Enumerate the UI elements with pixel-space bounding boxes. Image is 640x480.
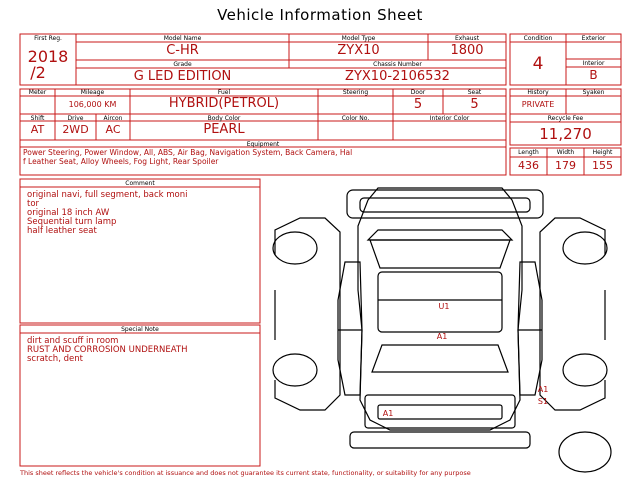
- drive-label: Drive: [67, 115, 84, 122]
- shift-label: Shift: [30, 115, 45, 122]
- history: PRIVATE: [521, 100, 555, 109]
- body-color-label: Body Color: [207, 115, 241, 122]
- body-color: PEARL: [203, 122, 245, 137]
- damage-mark: S1: [537, 397, 549, 406]
- chassis-label: Chassis Number: [373, 61, 422, 68]
- meter-label: Meter: [28, 89, 47, 96]
- seat-label: Seat: [467, 89, 482, 96]
- fuel: HYBRID(PETROL): [168, 96, 280, 111]
- equipment-label: Equipment: [246, 141, 280, 148]
- exhaust-label: Exhaust: [454, 35, 480, 42]
- recycle-fee: 11,270: [539, 125, 592, 143]
- special-note-label: Special Note: [121, 326, 159, 333]
- first-reg-year: 2018: [27, 47, 69, 66]
- damage-mark: A1: [382, 409, 394, 418]
- condition-grade: 4: [532, 54, 544, 74]
- damage-mark: A1: [436, 332, 448, 341]
- shift: AT: [30, 123, 45, 136]
- car-diagram: [273, 188, 611, 472]
- color-no-label: Color No.: [341, 115, 370, 122]
- syaken-label: Syaken: [582, 89, 605, 96]
- first-reg-label: First Reg.: [34, 35, 62, 42]
- exhaust: 1800: [450, 43, 484, 58]
- first-reg-month: /2: [30, 63, 46, 82]
- grade: G LED EDITION: [133, 69, 232, 84]
- exterior-label: Exterior: [581, 35, 606, 42]
- equipment-list: Power Steering, Power Window, All, ABS, Air Bag, Navigation System, Back Camera, Hal f Leather Seat, Alloy Wheels, Fog Light, Rear Spoiler: [23, 148, 353, 166]
- length-label: Length: [518, 149, 539, 156]
- disclaimer-footer: This sheet reflects the vehicle's condition at issuance and does not guarantee its current state, functionality, or suitability for any purpose: [20, 469, 471, 477]
- width-label: Width: [556, 149, 575, 156]
- history-label: History: [527, 89, 549, 96]
- chassis-number: ZYX10-2106532: [345, 69, 450, 84]
- steering-label: Steering: [342, 89, 369, 96]
- length: 436: [518, 159, 539, 172]
- model-name: C-HR: [166, 43, 199, 58]
- width: 179: [555, 159, 576, 172]
- height-label: Height: [592, 149, 613, 156]
- comment-label: Comment: [125, 180, 155, 187]
- special-note-text: dirt and scuff in room RUST AND CORROSION UNDERNEATH scratch, dent: [27, 336, 188, 364]
- model-type: ZYX10: [337, 43, 380, 58]
- interior-grade: B: [589, 68, 598, 82]
- interior-label: Interior: [582, 60, 605, 67]
- aircon-label: Aircon: [103, 115, 123, 122]
- mileage-label: Mileage: [80, 89, 105, 96]
- recycle-fee-label: Recycle Fee: [547, 115, 584, 122]
- condition-label: Condition: [523, 35, 553, 42]
- aircon: AC: [105, 123, 121, 136]
- comment-text: original navi, full segment, back moni tor original 18 inch AW Sequential turn lamp half leather seat: [27, 190, 188, 236]
- seat-count: 5: [470, 97, 479, 112]
- door-count: 5: [413, 97, 423, 112]
- height: 155: [592, 159, 613, 172]
- damage-mark: A1: [537, 385, 549, 394]
- grade-label: Grade: [173, 61, 192, 68]
- model-type-label: Model Type: [341, 35, 376, 42]
- drive: 2WD: [62, 123, 89, 136]
- mileage: 106,000 KM: [68, 100, 117, 109]
- model-name-label: Model Name: [163, 35, 202, 42]
- door-label: Door: [410, 89, 426, 96]
- damage-mark: U1: [438, 302, 450, 311]
- interior-color-label: Interior Color: [429, 115, 470, 122]
- sheet-title: Vehicle Information Sheet: [217, 6, 423, 24]
- fuel-label: Fuel: [217, 89, 231, 96]
